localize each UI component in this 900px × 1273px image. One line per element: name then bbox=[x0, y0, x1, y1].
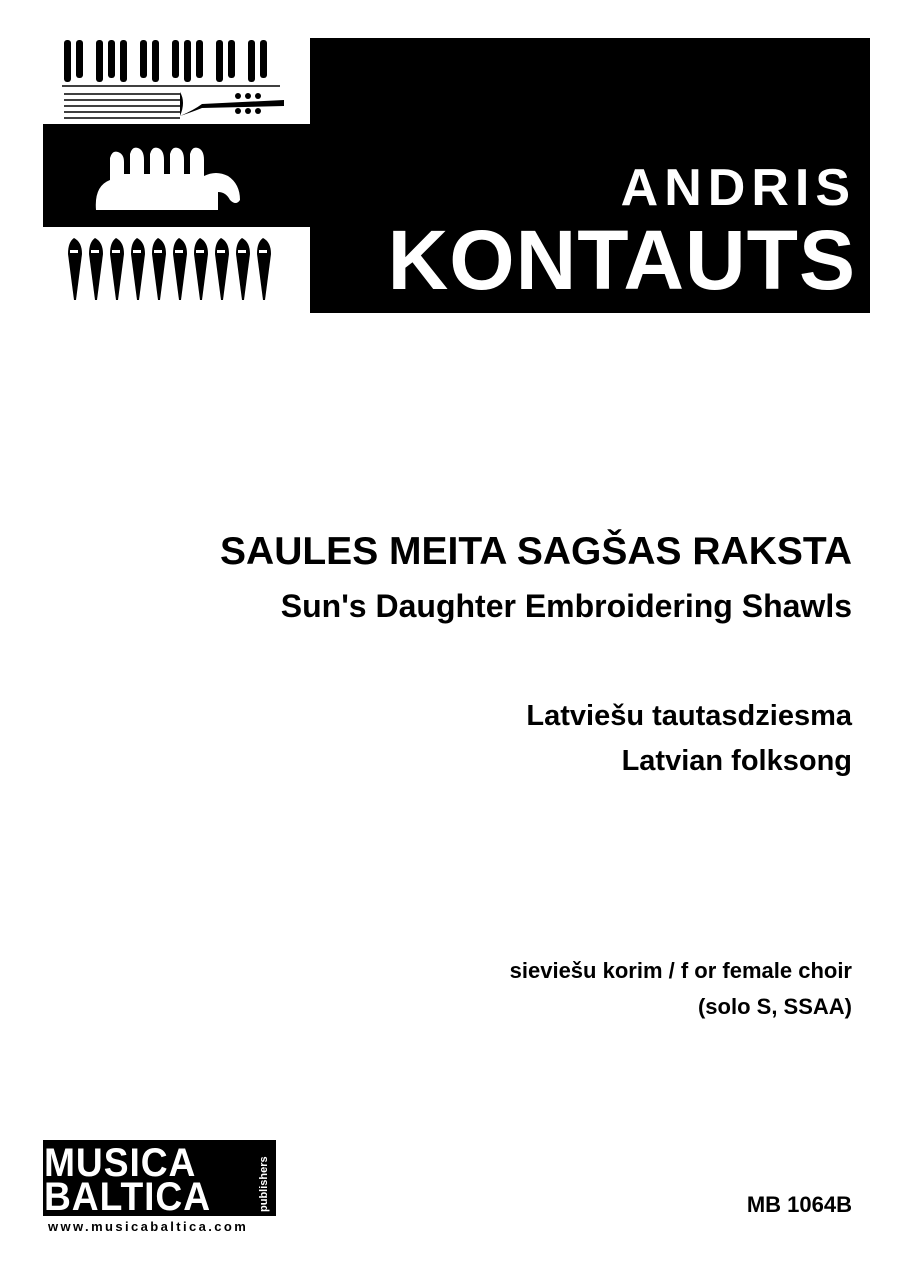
publisher-tag bbox=[252, 1146, 274, 1214]
title-english: Sun's Daughter Embroidering Shawls bbox=[280, 588, 852, 624]
voicing-line-2: (solo S, SSAA) bbox=[697, 994, 852, 1019]
publisher-url[interactable]: www.musicabaltica.com bbox=[48, 1219, 249, 1234]
catalog-number: MB 1064B bbox=[746, 1192, 852, 1217]
subtitle-latvian: Latviešu tautasdziesma bbox=[526, 700, 852, 732]
trumpet-icon bbox=[62, 88, 292, 122]
composer-last-name: KONTAUTS bbox=[387, 213, 856, 307]
publisher-tag-text: publishers bbox=[258, 1156, 270, 1212]
hands-icon bbox=[90, 140, 250, 216]
composer-first-name: ANDRIS bbox=[620, 159, 856, 217]
kokle-pegs-icon bbox=[64, 238, 284, 302]
title-latvian: SAULES MEITA SAGŠAS RAKSTA bbox=[220, 530, 852, 573]
voicing-line-1: sieviešu korim / f or female choir bbox=[509, 958, 852, 983]
publisher-name-line-2: BALTICA bbox=[44, 1175, 211, 1219]
piano-keys-icon bbox=[62, 40, 282, 90]
publisher-name-line-1: MUSICA bbox=[44, 1141, 197, 1185]
subtitle-english: Latvian folksong bbox=[621, 745, 852, 777]
